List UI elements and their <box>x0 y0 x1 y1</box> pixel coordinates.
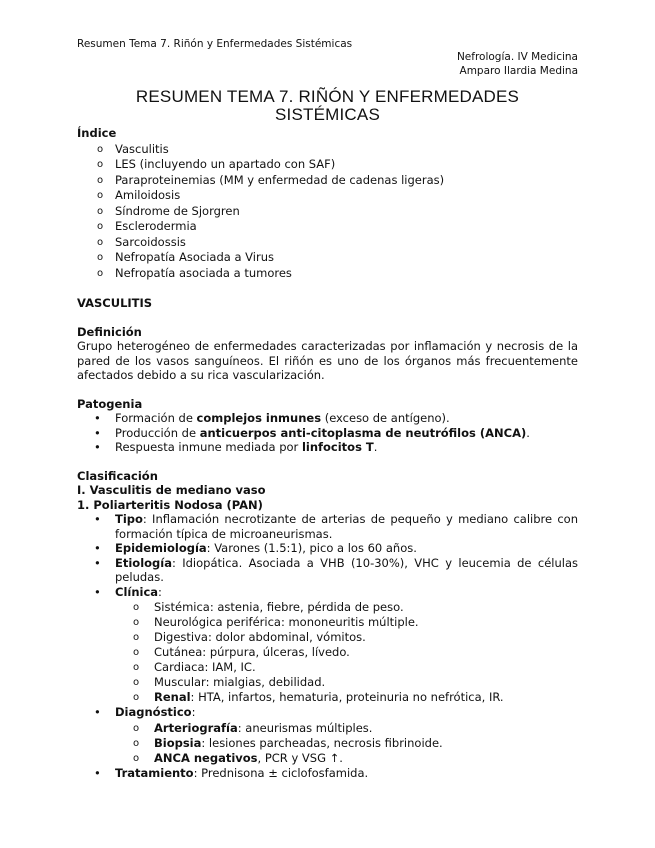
clinica-item: o Cardiaca: IAM, IC. <box>77 660 578 675</box>
definicion-text: Grupo heterogéneo de enfermedades caracterizadas por inflamación y necrosis de la pared de los vasos sanguíneos. El riñón es uno de los órganos más frecuentemente afectados debido a su rica vascularización. <box>77 339 578 382</box>
title-line-1: RESUMEN TEMA 7. RIÑÓN Y ENFERMEDADES <box>135 87 520 106</box>
indice-item: o Nefropatía asociada a tumores <box>77 266 578 282</box>
pan-diagnostico: • Diagnóstico: o Arteriografía: aneurismas múltiples. o Biopsia: lesiones parcheadas, necrosis fibrinoide. o ANCA negativos, PCR y VSG ↑. <box>77 705 578 766</box>
clinica-item: o Cutánea: púrpura, úlceras, lívedo. <box>77 645 578 660</box>
patogenia-item: • Producción de anticuerpos anti-citoplasma de neutrófilos (ANCA). <box>77 426 578 441</box>
diagnostico-item: o Biopsia: lesiones parcheadas, necrosis fibrinoide. <box>77 736 578 751</box>
running-header-left: Resumen Tema 7. Riñón y Enfermedades Sistémicas <box>77 38 353 50</box>
clinica-item: o Neurológica periférica: mononeuritis múltiple. <box>77 615 578 630</box>
patogenia-item: • Formación de complejos inmunes (exceso de antígeno). <box>77 411 578 426</box>
pan-epidemiologia: • Epidemiología: Varones (1.5:1), pico a los 60 años. <box>77 541 578 556</box>
pan-clinica: • Clínica: o Sistémica: astenia, fiebre, pérdida de peso. o Neurológica periférica: mononeuritis múltiple. o Digestiva: dolor abdominal, vómitos. o Cutánea: púrpura, úlceras, lívedo. o Cardiaca: IAM, IC. o Muscular: mialgias, debilidad. o Renal: HTA, infartos, hematuria, proteinuria no nefrótica, IR. <box>77 585 578 706</box>
pan-list <box>77 512 578 780</box>
pan-etiologia: • Etiología: Idiopática. Asociada a VHB (10-30%), VHC y leucemia de células peludas. <box>77 556 578 585</box>
pan-tratamiento: • Tratamiento: Prednisona ± ciclofosfamida. <box>77 766 578 781</box>
clinica-item-renal: o Renal: HTA, infartos, hematuria, proteinuria no nefrótica, IR. <box>77 690 578 705</box>
definicion-heading: Definición <box>77 324 142 339</box>
clinica-item: o Muscular: mialgias, debilidad. <box>77 675 578 690</box>
diagnostico-item: o ANCA negativos, PCR y VSG ↑. <box>77 751 578 766</box>
indice-list <box>77 142 578 282</box>
indice-item: o Paraproteinemias (MM y enfermedad de cadenas ligeras) <box>77 173 578 189</box>
running-header-right <box>457 50 578 78</box>
pan-tipo: • Tipo: Inflamación necrotizante de arterias de pequeño y mediano calibre con formación típica de microaneurismas. <box>77 512 578 541</box>
clinica-item: o Sistémica: astenia, fiebre, pérdida de peso. <box>77 600 578 615</box>
indice-item: o Síndrome de Sjorgren <box>77 204 578 220</box>
patogenia-heading: Patogenia <box>77 396 143 411</box>
indice-item: o Vasculitis <box>77 142 578 158</box>
indice-heading: Índice <box>77 126 117 140</box>
clinica-list <box>115 600 578 705</box>
document-body <box>77 88 578 780</box>
course-label: Nefrología. IV Medicina <box>456 51 578 63</box>
group-heading: I. Vasculitis de mediano vaso <box>77 483 266 497</box>
author-name: Amparo Ilardia Medina <box>459 65 578 77</box>
clasificacion-heading: Clasificación <box>77 468 158 483</box>
indice-item: o Sarcoidossis <box>77 235 578 251</box>
indice-item: o LES (incluyendo un apartado con SAF) <box>77 157 578 173</box>
diagnostico-list <box>115 721 578 766</box>
patogenia-list <box>77 411 578 455</box>
patogenia-item: • Respuesta inmune mediada por linfocitos T. <box>77 440 578 455</box>
indice-item: o Amiloidosis <box>77 188 578 204</box>
indice-item: o Esclerodermia <box>77 219 578 235</box>
indice-item: o Nefropatía Asociada a Virus <box>77 250 578 266</box>
vasculitis-heading: VASCULITIS <box>77 296 153 310</box>
clinica-item: o Digestiva: dolor abdominal, vómitos. <box>77 630 578 645</box>
diagnostico-item: o Arteriografía: aneurismas múltiples. <box>77 721 578 736</box>
pan-heading: 1. Poliarteritis Nodosa (PAN) <box>77 497 263 512</box>
title-line-2: SISTÉMICAS <box>275 105 380 124</box>
document-title <box>77 88 578 124</box>
